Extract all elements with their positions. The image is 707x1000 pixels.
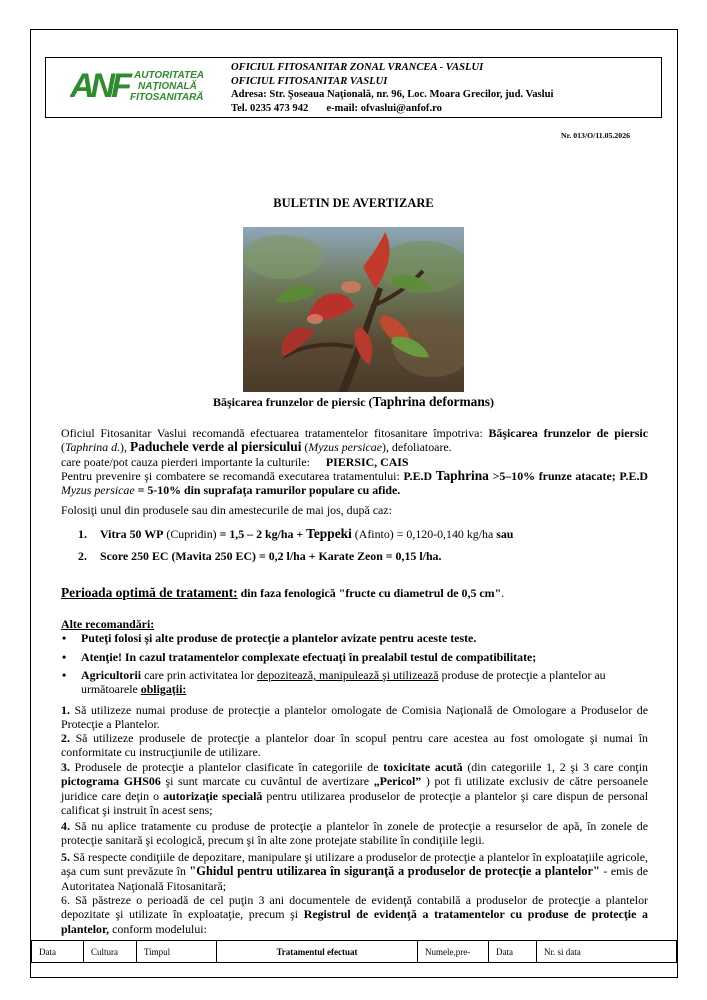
obligation-4	[61, 819, 648, 848]
header-text	[231, 61, 661, 115]
table-header-cell: Tratamentul efectuat	[217, 941, 418, 963]
office-line2: OFICIUL FITOSANITAR VASLUI	[231, 75, 388, 87]
obligation-text-e: şi sunt marcate cu cuvântul de avertizare	[160, 774, 374, 789]
product-name: Vitra 50 WP	[100, 527, 164, 541]
bullet-underlined: depozitează, manipulează şi utilizează	[256, 668, 439, 682]
product-name: Score 250 EC (Mavita 250 EC)	[100, 549, 256, 563]
email: e-mail: ofvaslui@anfof.ro	[326, 102, 442, 114]
product-dose: = 1,5 – 2 kg/ha	[219, 527, 294, 541]
obligation-5	[61, 850, 648, 893]
prev-threshold: >5–10% frunze atacate; P.E.D	[488, 469, 649, 483]
obligation-1	[61, 703, 648, 732]
intro-text-i: ), defoliatoare.	[382, 440, 452, 455]
intro-pest: Paduchele verde al piersicului	[129, 439, 302, 455]
bullet-item-3	[61, 668, 648, 696]
bullet-text: care prin activitatea lor	[141, 668, 257, 682]
intro-text-c: (	[61, 440, 65, 455]
page-title: BULETIN DE AVERTIZARE	[273, 196, 434, 210]
prev-ped: P.E.D	[403, 469, 436, 483]
obligation-bold-guide: "Ghidul pentru utilizarea în siguranţă a produselor de protecţie a plantelor"	[189, 864, 600, 879]
product-plus: +	[293, 527, 307, 541]
prev-taphrina: Taphrina	[435, 468, 489, 483]
use-line: Folosiţi unul din produsele sau din amestecurile de mai jos, după caz:	[61, 503, 392, 517]
table-header-cell: Cultura	[84, 941, 137, 963]
obligation-2	[61, 731, 648, 760]
crops-value: PIERSIC, CAIS	[325, 455, 409, 469]
obligation-number: 2.	[61, 731, 70, 745]
obligation-text: Să utilizeze numai produse de protecţie a plantelor omologate de Comisia Naţională de Omologare a Produselor de Protecţie a Plantelor.	[61, 703, 648, 732]
contact-line	[231, 102, 661, 116]
intro-text-a: Oficiul Fitosanitar Vaslui recomandă efectuarea tratamentelor fitosanitare împotriva:	[61, 426, 489, 440]
product-name-2: Teppeki	[306, 526, 352, 541]
obligation-number: 6.	[61, 893, 70, 907]
obligation-bold-register: Registrul de evidenţă a tratamentelor cu produse de protecţie a plantelor,	[61, 907, 648, 936]
obligation-text-i: pentru utilizarea produselor de protecţie a plantelor şi care dispun de personal calificat şi instruit în acest sens;	[61, 788, 648, 817]
table-header-cell: Numele,pre-	[418, 941, 489, 963]
obligation-bold-authorization: autorizaţie specială	[163, 788, 263, 803]
product-alt: (Cupridin)	[163, 527, 220, 541]
caption-close: )	[489, 395, 494, 409]
prevention-paragraph	[61, 469, 648, 497]
obligation-number: 4.	[61, 819, 70, 833]
bullet-item-2	[61, 650, 648, 664]
bullet-icon: •	[62, 631, 67, 645]
intro-disease: Băşicarea frunzelor de piersic	[488, 426, 648, 440]
bullet-farmers: Agricultorii	[81, 668, 142, 682]
obligation-text: Să utilizeze produsele de protecţie a plantelor doar în scopul pentru care acestea au fost omologate şi numai în conformitate cu instrucţiunile de utilizare.	[61, 731, 648, 760]
obligation-bold-danger: „Pericol”	[373, 774, 422, 789]
intro-text-e: ),	[120, 440, 130, 455]
obligation-6	[61, 893, 648, 936]
intro-pest-latin: Myzus persicae	[308, 440, 382, 455]
address: Adresa: Str. Şoseaua Naţională, nr. 96, Loc. Moara Grecilor, jud. Vaslui	[231, 89, 554, 100]
obligation-bold-toxicity: toxicitate acută	[383, 760, 463, 774]
caption-pathogen: Taphrina deformans	[372, 394, 490, 409]
anf-logo	[70, 67, 220, 105]
period-text: din faza fenologică "fructe cu diametrul de 0,5 cm"	[237, 586, 502, 600]
prev-threshold2: = 5-10% din suprafaţa ramurilor populare cu afide.	[134, 483, 401, 498]
obligation-text-g: ) pot fi utilizate exclusiv de către persoanele juridice care deţin o	[61, 774, 649, 803]
product-item-2	[78, 549, 441, 563]
bullet-icon: •	[62, 668, 67, 682]
product-number: 1.	[78, 527, 87, 541]
obligation-text: Să păstreze o perioadă de cel puţin 3 ani documentele de evidenţă contabilă a produselor de protecţie a plantelor depozitate şi utilizate în exploataţie, precum şi	[61, 893, 648, 922]
obligation-text-c: - emis de Autoritatea Naţională Fitosanitară;	[61, 864, 648, 893]
obligation-text: Să nu aplice tratamente cu produse de protecţie a plantelor în zonele de protecţie a resurselor de apă, în zonele de protecţie sanitară şi ecologică, precum şi în alte zone protejate stabilite în condiţiile legii.	[61, 819, 648, 848]
caption-text: Băşicarea frunzelor de piersic (	[213, 395, 373, 409]
table-row	[32, 941, 677, 963]
other-recommendations-heading: Alte recomandări:	[61, 617, 155, 631]
obligation-number: 5.	[61, 850, 70, 864]
bullet-text: Atenţie! In cazul tratamentelor complexate efectuaţi în prealabil testul de compatibilitate;	[81, 650, 537, 664]
photo-caption	[0, 394, 707, 410]
crops-label: care poate/pot cauza pierderi importante la culturile:	[61, 455, 310, 469]
obligation-text-c: (din categoriile 1, 2 şi 3 care conţin	[462, 760, 648, 774]
office-line1: OFICIUL FITOSANITAR ZONAL VRANCEA - VASLUI	[231, 62, 484, 73]
bullet-obligations: obligaţii:	[140, 682, 187, 697]
bullet-item-1	[61, 631, 648, 645]
logo-line2: NAȚIONALĂ	[138, 81, 197, 92]
intro-text-g: (	[301, 440, 309, 455]
obligation-text: Să respecte condiţiile de depozitare, manipulare şi utilizare a produselor de protecţie a plantelor în exploataţiile agricole, aşa cum sunt prevăzute în	[61, 850, 648, 879]
obligation-number: 1.	[61, 703, 70, 717]
obligation-number: 3.	[61, 760, 70, 774]
product-or: sau	[496, 527, 514, 541]
bullet-icon: •	[62, 650, 67, 664]
phone: Tel. 0235 473 942	[231, 102, 309, 114]
product-dose: = 0,2 l/ha + Karate Zeon = 0,15 l/ha.	[256, 549, 442, 563]
intro-paragraph	[61, 426, 648, 454]
intro-disease-latin: Taphrina d.	[64, 440, 121, 455]
logo-line3: FITOSANITARĂ	[130, 92, 204, 103]
obligation-bold-ghs: pictograma GHS06	[61, 774, 161, 789]
treatment-period	[61, 586, 504, 600]
prev-text-a: Pentru prevenire şi combatere se recomandă executarea tratamentului:	[61, 469, 404, 483]
bullet-text-2: produse de protecţie a plantelor au următoarele	[81, 668, 606, 697]
period-end: .	[501, 586, 505, 600]
obligation-text-c: conform modelului:	[109, 921, 207, 936]
table-header-cell: Nr. si data	[537, 941, 677, 963]
table-header-cell: Data	[32, 941, 84, 963]
product-dose-2: (Afinto) = 0,120-0,140 kg/ha	[351, 527, 497, 541]
table-header-cell: Timpul	[137, 941, 217, 963]
logo-acronym: ANF	[70, 67, 128, 105]
obligation-3	[61, 760, 648, 817]
peach-leaf-curl-photo	[243, 227, 464, 392]
obligation-text: Produsele de protecţie a plantelor clasificate în categoriile de	[69, 760, 384, 774]
bullet-text: Puteţi folosi şi alte produse de protecţie a plantelor avizate pentru aceste teste.	[81, 631, 477, 645]
document-number: Nr. 013/O/11.05.2026	[560, 131, 630, 140]
treatment-register-table	[31, 940, 677, 963]
crops-line	[61, 455, 409, 469]
product-item-1	[78, 527, 513, 541]
period-label: Perioada optimă de tratament:	[61, 585, 238, 600]
table-header-cell: Data	[489, 941, 537, 963]
logo-line1: AUTORITATEA	[134, 70, 204, 81]
product-number: 2.	[78, 549, 87, 563]
prev-myzus: Myzus persicae	[61, 483, 135, 498]
